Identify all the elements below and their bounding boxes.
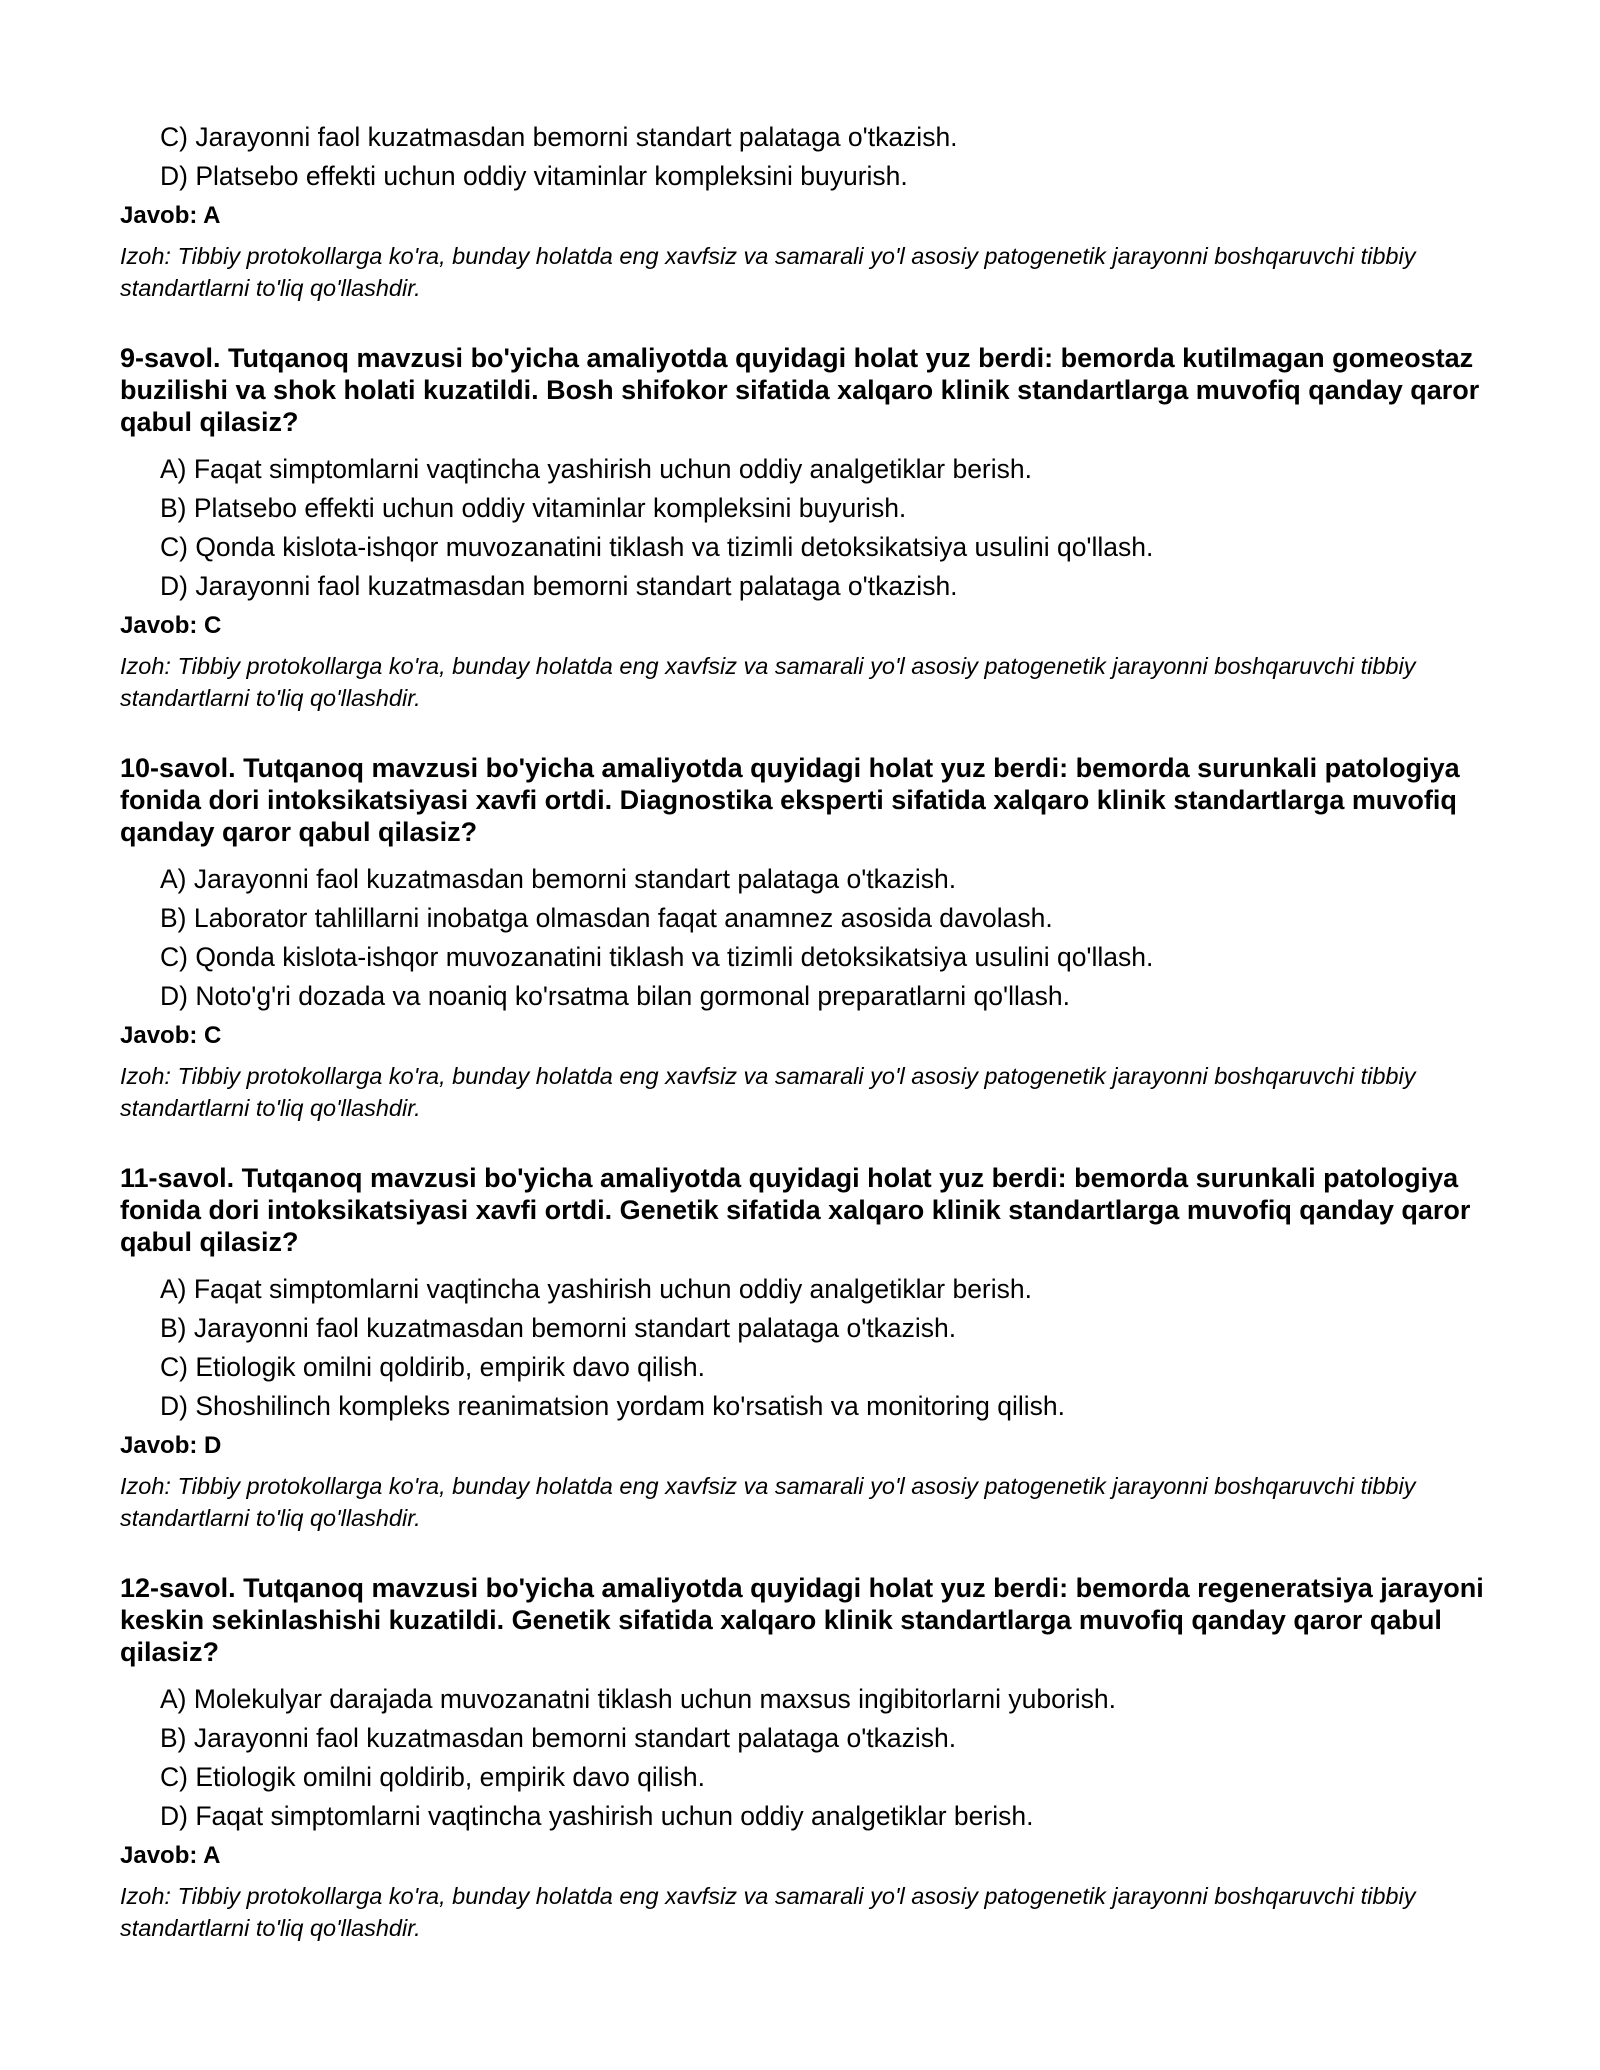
question-text: 9-savol. Tutqanoq mavzusi bo'yicha amaliyotda quyidagi holat yuz berdi: bemorda kutilmagan gomeostaz buzilishi va shok holati kuzatildi. Bosh shifokor sifatida xalqaro klinik standartlarga muvofiq qanday qaror qabul qilasiz? bbox=[120, 343, 1480, 437]
option-d: D) Faqat simptomlarni vaqtincha yashirish uchun oddiy analgetiklar berish. bbox=[160, 1801, 1034, 1831]
explanation-note: Izoh: Tibbiy protokollarga ko'ra, bunday holatda eng xavfsiz va samarali yo'l asosiy patogenetik jarayonni boshqaruvchi tibbiy standartlarni to'liq qo'llashdir. bbox=[120, 1473, 1416, 1531]
option-b: B) Jarayonni faol kuzatmasdan bemorni standart palataga o'tkazish. bbox=[160, 1313, 957, 1343]
options-list bbox=[120, 450, 1500, 606]
option-b: B) Jarayonni faol kuzatmasdan bemorni standart palataga o'tkazish. bbox=[160, 1723, 957, 1753]
answer-label: Javob: A bbox=[120, 1842, 221, 1869]
options-list bbox=[120, 1270, 1500, 1426]
option-a: A) Molekulyar darajada muvozanatni tiklash uchun maxsus ingibitorlarni yuborish. bbox=[160, 1684, 1116, 1714]
answer-label: Javob: C bbox=[120, 1022, 222, 1049]
option-c: C) Qonda kislota-ishqor muvozanatini tiklash va tizimli detoksikatsiya usulini qo'llash. bbox=[160, 942, 1154, 972]
question-text: 10-savol. Tutqanoq mavzusi bo'yicha amaliyotda quyidagi holat yuz berdi: bemorda surunkali patologiya fonida dori intoksikatsiyasi xavfi ortdi. Diagnostika eksperti sifatida xalqaro klinik standartlarga muvofiq qanday qaror qabul qilasiz? bbox=[120, 753, 1460, 847]
option-a: A) Faqat simptomlarni vaqtincha yashirish uchun oddiy analgetiklar berish. bbox=[160, 1274, 1032, 1304]
question-9 bbox=[120, 342, 1500, 714]
question-10 bbox=[120, 752, 1500, 1124]
explanation-note: Izoh: Tibbiy protokollarga ko'ra, bunday holatda eng xavfsiz va samarali yo'l asosiy patogenetik jarayonni boshqaruvchi tibbiy standartlarni to'liq qo'llashdir. bbox=[120, 1883, 1416, 1941]
option-c: C) Etiologik omilni qoldirib, empirik davo qilish. bbox=[160, 1762, 705, 1792]
option-a: A) Faqat simptomlarni vaqtincha yashirish uchun oddiy analgetiklar berish. bbox=[160, 454, 1032, 484]
question-text: 11-savol. Tutqanoq mavzusi bo'yicha amaliyotda quyidagi holat yuz berdi: bemorda surunkali patologiya fonida dori intoksikatsiyasi xavfi ortdi. Genetik sifatida xalqaro klinik standartlarga muvofiq qanday qaror qabul qilasiz? bbox=[120, 1163, 1471, 1257]
options-list bbox=[120, 860, 1500, 1016]
options-list bbox=[120, 1680, 1500, 1836]
explanation-note: Izoh: Tibbiy protokollarga ko'ra, bunday holatda eng xavfsiz va samarali yo'l asosiy patogenetik jarayonni boshqaruvchi tibbiy standartlarni to'liq qo'llashdir. bbox=[120, 653, 1416, 711]
question-8-continued bbox=[120, 118, 1500, 304]
question-text: 12-savol. Tutqanoq mavzusi bo'yicha amaliyotda quyidagi holat yuz berdi: bemorda regeneratsiya jarayoni keskin sekinlashishi kuzatildi. Genetik sifatida xalqaro klinik standartlarga muvofiq qanday qaror qabul qilasiz? bbox=[120, 1573, 1484, 1667]
option-d: D) Noto'g'ri dozada va noaniq ko'rsatma bilan gormonal preparatlarni qo'llash. bbox=[160, 981, 1070, 1011]
option-d: D) Shoshilinch kompleks reanimatsion yordam ko'rsatish va monitoring qilish. bbox=[160, 1391, 1065, 1421]
options-list bbox=[120, 118, 1500, 196]
explanation-note: Izoh: Tibbiy protokollarga ko'ra, bunday holatda eng xavfsiz va samarali yo'l asosiy patogenetik jarayonni boshqaruvchi tibbiy standartlarni to'liq qo'llashdir. bbox=[120, 1063, 1416, 1121]
option-c: C) Etiologik omilni qoldirib, empirik davo qilish. bbox=[160, 1352, 705, 1382]
answer-label: Javob: C bbox=[120, 612, 222, 639]
option-b: B) Laborator tahlillarni inobatga olmasdan faqat anamnez asosida davolash. bbox=[160, 903, 1053, 933]
question-11 bbox=[120, 1162, 1500, 1534]
option-a: A) Jarayonni faol kuzatmasdan bemorni standart palataga o'tkazish. bbox=[160, 864, 957, 894]
option-b: B) Platsebo effekti uchun oddiy vitaminlar kompleksini buyurish. bbox=[160, 493, 907, 523]
question-12 bbox=[120, 1572, 1500, 1944]
option-c: C) Jarayonni faol kuzatmasdan bemorni standart palataga o'tkazish. bbox=[160, 122, 958, 152]
option-d: D) Jarayonni faol kuzatmasdan bemorni standart palataga o'tkazish. bbox=[160, 571, 958, 601]
option-d: D) Platsebo effekti uchun oddiy vitaminlar kompleksini buyurish. bbox=[160, 161, 908, 191]
answer-label: Javob: D bbox=[120, 1432, 222, 1459]
option-c: C) Qonda kislota-ishqor muvozanatini tiklash va tizimli detoksikatsiya usulini qo'llash. bbox=[160, 532, 1154, 562]
answer-label: Javob: A bbox=[120, 202, 221, 229]
explanation-note: Izoh: Tibbiy protokollarga ko'ra, bunday holatda eng xavfsiz va samarali yo'l asosiy patogenetik jarayonni boshqaruvchi tibbiy standartlarni to'liq qo'llashdir. bbox=[120, 243, 1416, 301]
document-content bbox=[120, 118, 1500, 1944]
